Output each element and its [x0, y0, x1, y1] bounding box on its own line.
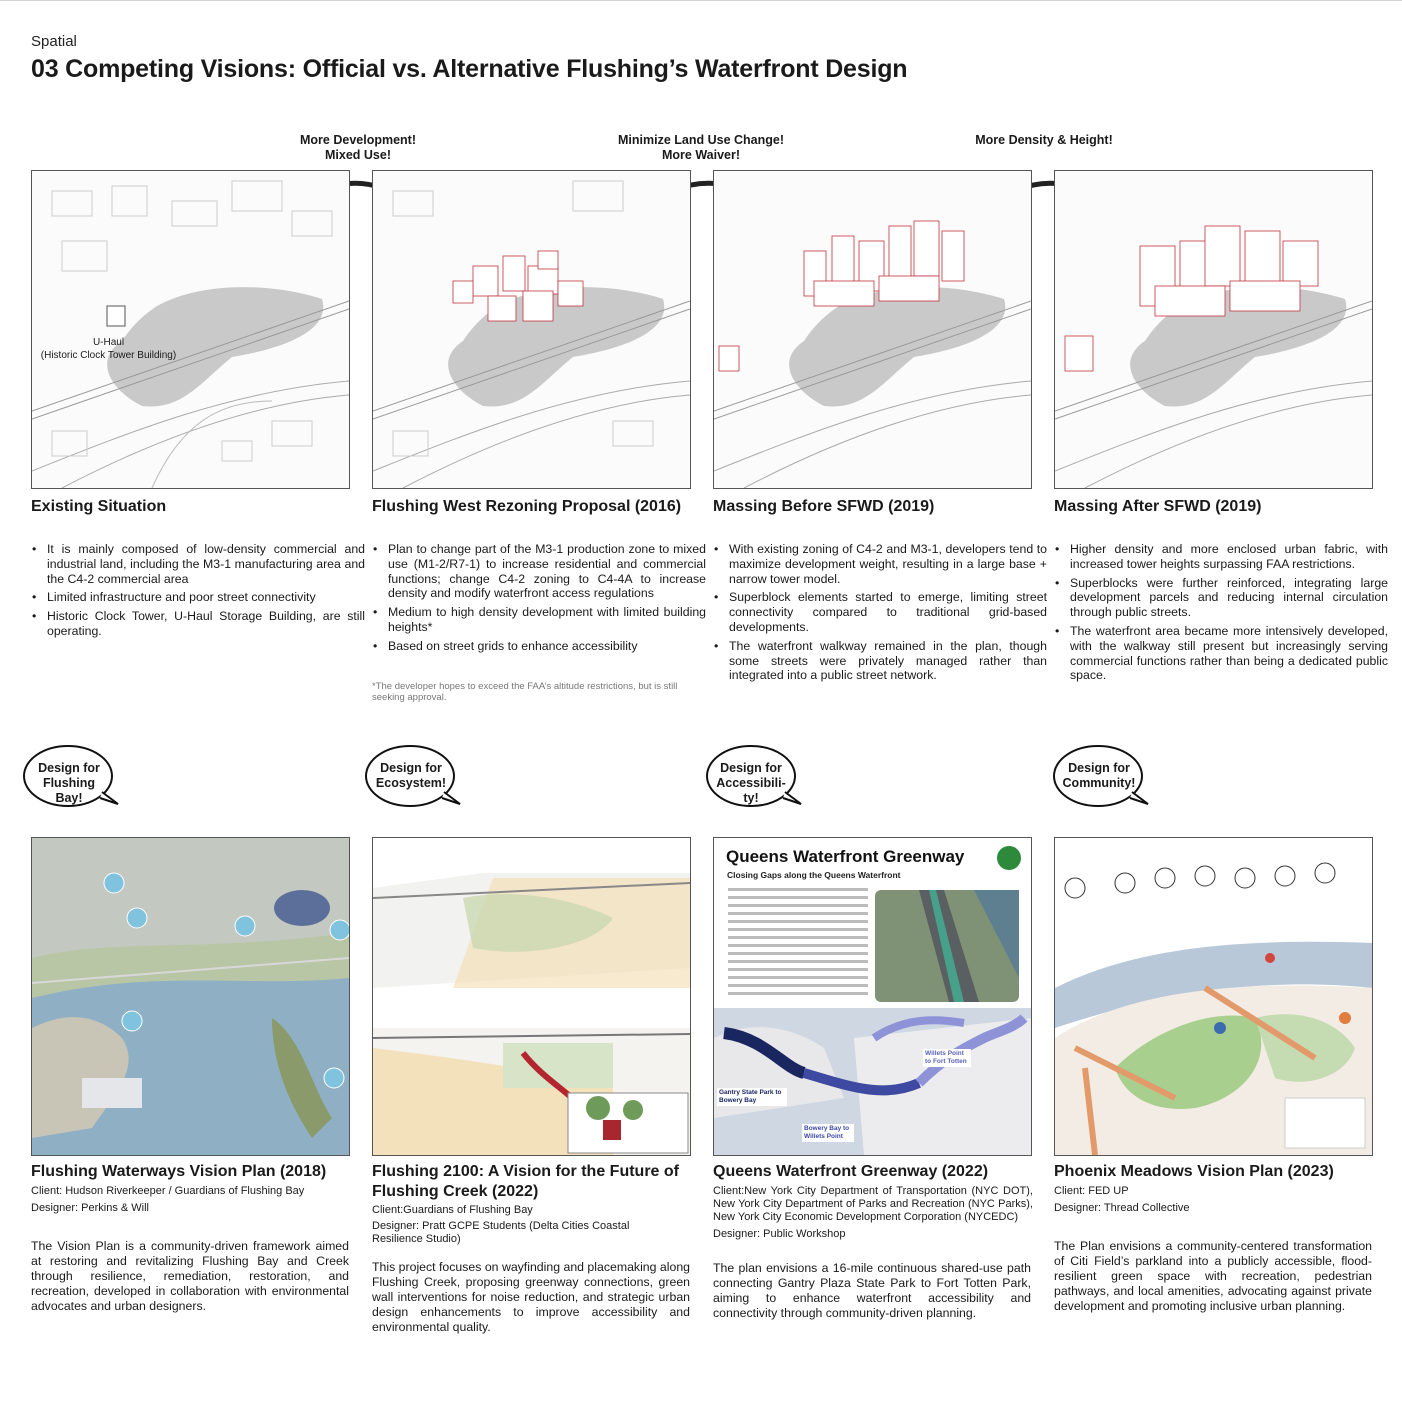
- project-description: This project focuses on wayfinding and placemaking along Flushing Creek, proposing greenway connections, green wall interventions for noise reduction, and strategic urban design enhancements to improve accessibility and environmental quality.: [372, 1260, 690, 1334]
- project-designer: Designer: Perkins & Will: [31, 1202, 149, 1214]
- project-title-flushing-waterways: Flushing Waterways Vision Plan (2018): [31, 1163, 327, 1180]
- massing-panel-before-sfwd: [713, 170, 1032, 489]
- project-description: The Plan envisions a community-centered transformation of Citi Field’s parkland into a publicly accessible, flood-resilient green space with recreation, pedestrian pathways, and local amenities, advocating against private development and promoting inclusive urban planning.: [1054, 1239, 1372, 1313]
- list-item: • With existing zoning of C4-2 and M3-1, developers tend to maximize development weight, resulting in a large base + narrow tower model.: [729, 542, 1047, 586]
- top-divider: [0, 0, 1402, 1]
- list-item: • Medium to high density development with limited building heights*: [388, 605, 706, 635]
- greenway-label-b: Bowery Bay to Willets Point: [802, 1124, 854, 1142]
- bubble-text-4: Design for Community!: [1062, 761, 1136, 790]
- bubble-text-1: Design for Flushing Bay!: [38, 761, 100, 805]
- image-queens-greenway: [713, 837, 1032, 1156]
- list-item: • Higher density and more enclosed urban fabric, with increased tower heights surpassing FAA restrictions.: [1070, 542, 1388, 572]
- greenway-label-c: Willets Point to Fort Totten: [923, 1049, 971, 1067]
- project-title-flushing-2100: Flushing 2100: A Vision for the Future of Flushing Creek (2022): [372, 1163, 679, 1200]
- image-flushing-2100: [372, 837, 691, 1156]
- column-title-existing: Existing Situation: [31, 498, 167, 515]
- bullets-rezoning: [372, 542, 706, 658]
- massing-panel-rezoning: [372, 170, 691, 489]
- section-eyebrow: Spatial: [31, 33, 77, 50]
- bullets-after-sfwd: [1054, 542, 1388, 687]
- project-client: Client:Guardians of Flushing Bay: [372, 1204, 533, 1216]
- page-title: 03 Competing Visions: Official vs. Alternative Flushing’s Waterfront Design: [31, 55, 908, 83]
- project-client: Client: FED UP: [1054, 1185, 1129, 1197]
- greenway-poster-subtitle: Closing Gaps along the Queens Waterfront: [727, 870, 901, 880]
- list-item: • Superblocks were further reinforced, integrating large development parcels and reducing internal circulation through public streets.: [1070, 576, 1388, 620]
- list-item: • Plan to change part of the M3-1 production zone to mixed use (M1-2/R7-1) to increase residential and commercial functions; change C4-2 zoning to C4-4A to increase density and modify waterfront access regulations: [388, 542, 706, 601]
- list-item: • The waterfront area became more intensively developed, with the walkway still present but increasingly serving commercial functions rather than being a dedicated public space.: [1070, 624, 1388, 683]
- list-item: • Based on street grids to enhance accessibility: [388, 639, 706, 654]
- project-client: Client: Hudson Riverkeeper / Guardians of Flushing Bay: [31, 1185, 305, 1197]
- list-item: • The waterfront walkway remained in the plan, though some streets were privately managed rather than integrated into a public street network.: [729, 639, 1047, 683]
- project-description: The Vision Plan is a community-driven framework aimed at restoring and revitalizing Flushing Bay and Creek through resilience, remediation, restoration, and recreation, developed in collaboration with environmental advocates and urban designers.: [31, 1239, 349, 1313]
- project-title-queens-greenway: Queens Waterfront Greenway (2022): [713, 1163, 989, 1180]
- transition-tag-3: More Density & Height!: [975, 133, 1113, 147]
- bullets-existing: [31, 542, 365, 643]
- list-item: • It is mainly composed of low-density commercial and industrial land, including the M3-1 manufacturing area and the C4-2 commercial area: [47, 542, 365, 586]
- massing-panel-after-sfwd: [1054, 170, 1373, 489]
- project-title-phoenix-meadows: Phoenix Meadows Vision Plan (2023): [1054, 1163, 1334, 1180]
- bullets-before-sfwd: [713, 542, 1047, 687]
- project-client: Client:New York City Department of Transportation (NYC DOT), New York City Department of Parks and Recreation (NYC Parks), New York City Economic Development Corporation (NYCEDC): [713, 1185, 1033, 1223]
- bubble-text-3: Design for Accessibili-ty!: [716, 761, 786, 805]
- transition-tag-1: More Development! Mixed Use!: [300, 133, 416, 162]
- greenway-poster-title: Queens Waterfront Greenway: [726, 847, 965, 866]
- list-item: • Superblock elements started to emerge, limiting street connectivity compared to traditional grid-based developments.: [729, 590, 1047, 634]
- project-designer: Designer: Public Workshop: [713, 1228, 846, 1240]
- column-title-rezoning: Flushing West Rezoning Proposal (2016): [372, 498, 682, 515]
- uhaul-label: U-Haul (Historic Clock Tower Building): [40, 337, 177, 361]
- project-designer: Designer: Thread Collective: [1054, 1202, 1190, 1214]
- column-title-after-sfwd: Massing After SFWD (2019): [1054, 498, 1262, 515]
- image-phoenix-meadows: [1054, 837, 1373, 1156]
- project-designer: Designer: Pratt GCPE Students (Delta Cities Coastal Resilience Studio): [372, 1220, 630, 1245]
- massing-panel-existing: [31, 170, 350, 489]
- transition-tag-2: Minimize Land Use Change! More Waiver!: [618, 133, 784, 162]
- image-flushing-waterways: [31, 837, 350, 1156]
- rezoning-footnote: *The developer hopes to exceed the FAA’s altitude restrictions, but is still seeking approval.: [372, 681, 678, 703]
- project-description: The plan envisions a 16-mile continuous shared-use path connecting Gantry Plaza State Park to Fort Totten Park, aiming to enhance waterfront accessibility and connectivity through community-driven planning.: [713, 1261, 1031, 1320]
- greenway-label-a: Gantry State Park to Bowery Bay: [717, 1088, 787, 1106]
- list-item: • Historic Clock Tower, U-Haul Storage Building, are still operating.: [47, 609, 365, 639]
- list-item: • Limited infrastructure and poor street connectivity: [47, 590, 365, 605]
- bubble-text-2: Design for Ecosystem!: [375, 761, 447, 790]
- column-title-before-sfwd: Massing Before SFWD (2019): [713, 498, 935, 515]
